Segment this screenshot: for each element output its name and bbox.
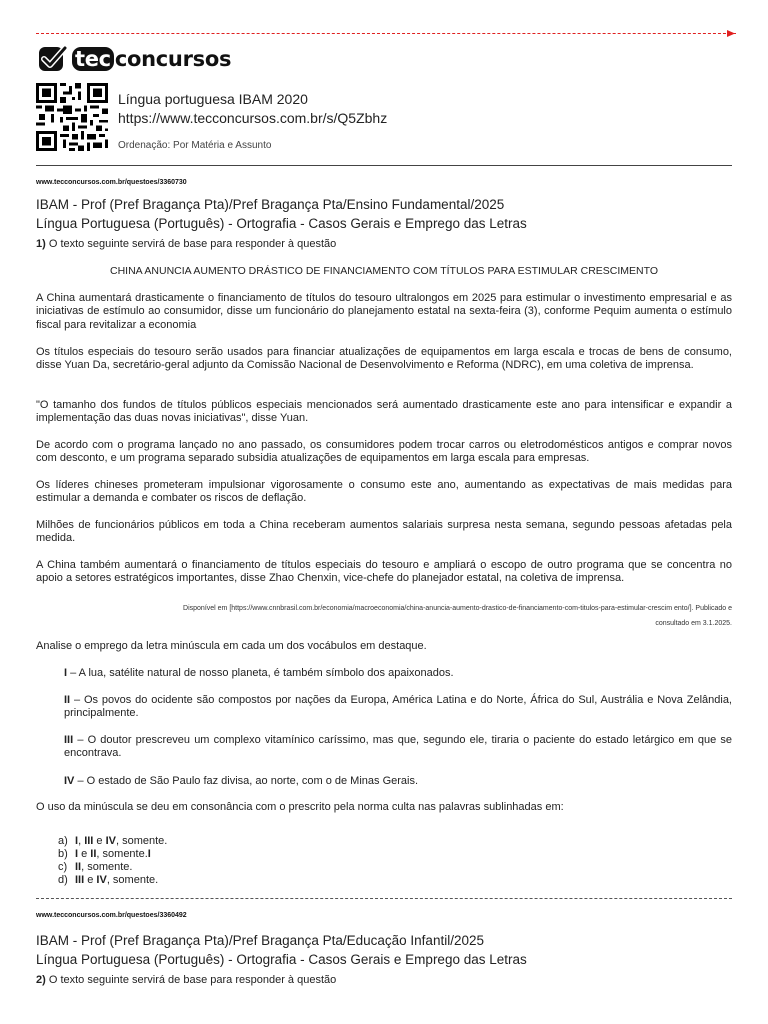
answer-option-c[interactable] — [58, 861, 132, 874]
option-letter: a) — [58, 835, 68, 847]
top-rule-arrow-icon — [727, 30, 735, 37]
article-paragraph: De acordo com o programa lançado no ano passado, os consumidores podem trocar carros ou eletrodomésticos antigos e comprar novos com desconto, e um programa separado subsidia atualizações de equipamentos em larga escala para empresas. — [36, 439, 732, 465]
option-text: , somente. — [106, 874, 159, 886]
question-2-board: IBAM - Prof (Pref Bragança Pta)/Pref Bragança Pta/Educação Infantil/2025 — [36, 933, 484, 948]
statement-label: III — [64, 734, 74, 746]
question-1-number: 1) — [36, 238, 46, 250]
article-paragraph: A China aumentará drasticamente o financiamento de títulos do tesouro ultralongos em 2025 para estimular o investimento empresarial e as iniciativas de estímulo ao consumidor, disse um funcionário do planejamento estatal na sexta-feira (3), conforme Pequim aumenta o estímulo fiscal para revitalizar a economia — [36, 292, 732, 331]
option-bold: I — [147, 848, 151, 860]
logo-prefix: tec — [72, 47, 114, 71]
article-paragraph: Milhões de funcionários públicos em toda a China receberam aumentos salariais surpresa nesta semana, segundo pessoas afetadas pela medida. — [36, 519, 732, 545]
option-text: , somente. — [116, 835, 168, 847]
compilation-title: Língua portuguesa IBAM 2020 — [118, 91, 308, 107]
compilation-link[interactable]: https://www.tecconcursos.com.br/s/Q5Zbhz — [118, 110, 388, 126]
question-1-intro-text: O texto seguinte servirá de base para responder à questão — [45, 238, 337, 250]
option-bold: IV — [96, 874, 107, 886]
option-bold: III — [84, 835, 94, 847]
option-bold: I — [75, 848, 79, 860]
checkmark-icon — [38, 44, 68, 74]
logo-wordmark — [72, 47, 231, 71]
answer-option-d[interactable] — [58, 874, 158, 887]
article-source-line: Disponível em [https://www.cnnbrasil.com.br/economia/macroeconomia/china-anuncia-aumento-drastico-de-financiamento-com-titulos-para-estimular-crescim ento/]. Publicado e — [183, 605, 732, 612]
option-text: e — [78, 848, 91, 860]
statement-text: – O estado de São Paulo faz divisa, ao norte, com o de Minas Gerais. — [74, 775, 419, 787]
article-source — [36, 601, 732, 631]
answer-option-a[interactable] — [58, 835, 167, 848]
article-title: CHINA ANUNCIA AUMENTO DRÁSTICO DE FINANCIAMENTO COM TÍTULOS PARA ESTIMULAR CRESCIMENTO — [109, 265, 659, 277]
sort-order-label: Ordenação: Por Matéria e Assunto — [118, 140, 272, 151]
option-bold: IV — [105, 835, 116, 847]
article-paragraph: "O tamanho dos fundos de títulos públicos especiais mencionados será aumentado drasticamente este ano para intensificar e expandir a implementação das duas novas iniciativas", disse Yuan. — [36, 399, 732, 425]
option-letter: c) — [58, 861, 68, 873]
option-bold: II — [75, 861, 82, 873]
question-2-subject: Língua Portuguesa (Português) - Ortografia - Casos Gerais e Emprego das Letras — [36, 952, 527, 967]
statement-text: – A lua, satélite natural de nosso planeta, é também símbolo dos apaixonados. — [67, 667, 454, 679]
article-source-line: consultado em 3.1.2025. — [655, 620, 732, 627]
answer-option-b[interactable] — [58, 848, 151, 861]
option-text: e — [93, 835, 106, 847]
statement-item — [64, 734, 732, 761]
option-text: e — [84, 874, 97, 886]
option-bold: III — [75, 874, 85, 886]
statement-text: – O doutor prescreveu um complexo vitamínico caríssimo, mas que, segundo ele, tiraria o paciente do estado letárgico em que se encontrava. — [64, 734, 732, 760]
option-letter: d) — [58, 874, 68, 886]
question-1-board: IBAM - Prof (Pref Bragança Pta)/Pref Bragança Pta/Ensino Fundamental/2025 — [36, 197, 505, 212]
logo-suffix: concursos — [114, 47, 232, 71]
article-paragraph: Os líderes chineses prometeram impulsionar vigorosamente o consumo este ano, aumentando as expectativas de mais medidas para estimular a demanda e combater os riscos de deflação. — [36, 479, 732, 505]
question-1-statement: O uso da minúscula se deu em consonância com o prescrito pela norma culta nas palavras sublinhadas em: — [36, 801, 564, 813]
option-text: , somente. — [96, 848, 148, 860]
statement-item — [64, 694, 732, 721]
option-text: , — [78, 835, 85, 847]
option-letter: b) — [58, 848, 68, 860]
question-divider — [36, 898, 732, 899]
statement-label: II — [64, 694, 71, 706]
tecconcursos-logo[interactable] — [38, 44, 231, 74]
question-2-number: 2) — [36, 974, 46, 986]
question-1-prompt: Analise o emprego da letra minúscula em cada um dos vocábulos em destaque. — [36, 640, 427, 652]
option-bold: II — [90, 848, 97, 860]
question-2-intro-text: O texto seguinte servirá de base para responder à questão — [45, 974, 337, 986]
article-paragraph: Os títulos especiais do tesouro serão usados para financiar atualizações de equipamentos em larga escala e trocas de bens de consumo, disse Yuan Da, secretário-geral adjunto da Comissão Nacional de Desenvolvimento e Reforma (NDRC), em uma coletiva de imprensa. — [36, 346, 732, 372]
header-divider — [36, 165, 732, 166]
article-paragraph: A China também aumentará o financiamento de títulos especiais do tesouro e ampliará o escopo de outro programa que se concentra no apoio a setores estratégicos importantes, disse Zhao Chenxin, vice-chefe do planejador estatal, na coletiva de imprensa. — [36, 559, 732, 585]
question-1-intro — [36, 238, 336, 250]
statement-label: I — [64, 667, 68, 679]
statement-text: – Os povos do ocidente são compostos por nações da Europa, América Latina e do Norte, África do Sul, Austrália e Nova Zelândia, principalmente. — [64, 694, 732, 720]
question-2-url[interactable]: www.tecconcursos.com.br/questoes/3360492 — [36, 912, 187, 919]
top-dashed-rule — [36, 33, 736, 34]
question-1-subject: Língua Portuguesa (Português) - Ortografia - Casos Gerais e Emprego das Letras — [36, 216, 527, 231]
qr-code-icon[interactable] — [36, 83, 108, 151]
statement-item — [64, 775, 732, 788]
question-2-intro — [36, 974, 336, 986]
option-text: , somente. — [81, 861, 133, 873]
question-1-url[interactable]: www.tecconcursos.com.br/questoes/3360730 — [36, 179, 187, 186]
statement-label: IV — [64, 775, 75, 787]
statement-item — [64, 667, 732, 680]
option-bold: I — [75, 835, 79, 847]
